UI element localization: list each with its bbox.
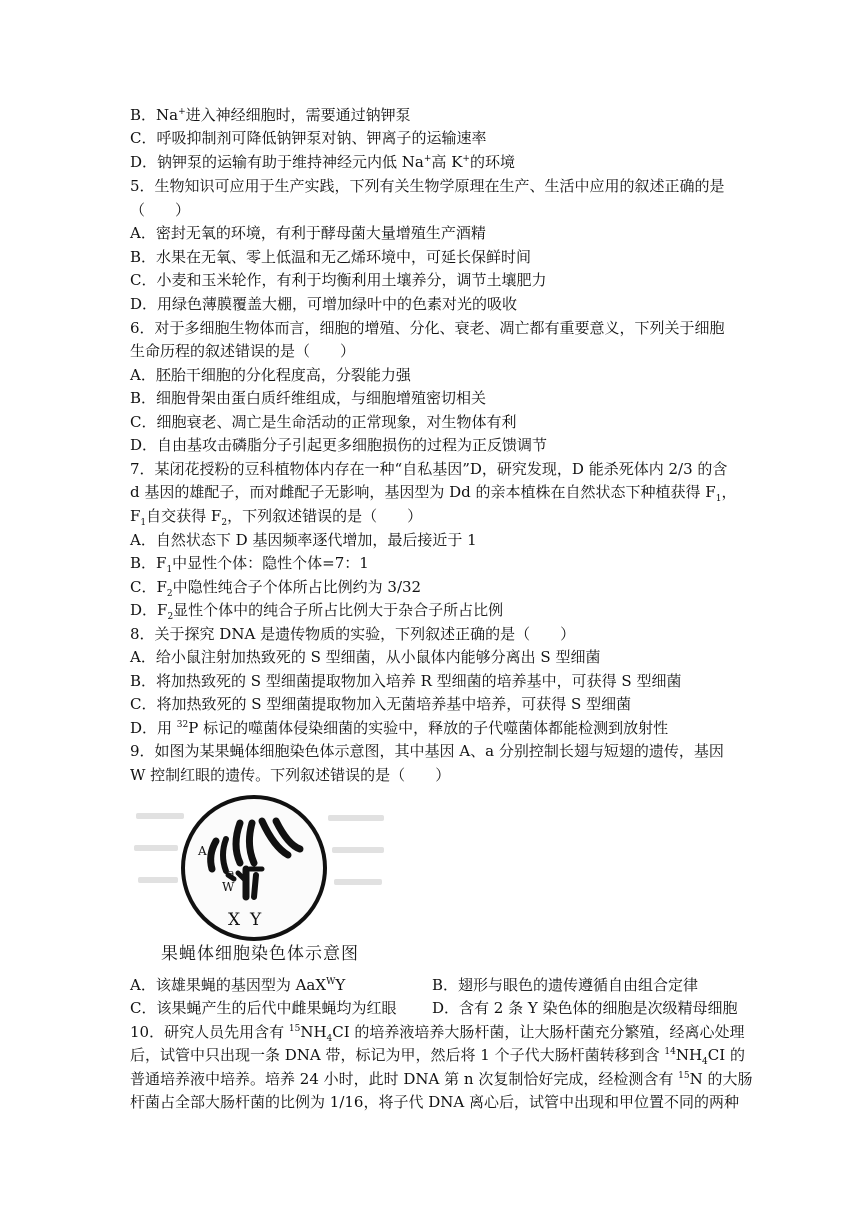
q9-stem-line2: W 控制红眼的遗传。下列叙述错误的是（ ） <box>130 766 451 784</box>
q5-stem-line2: （ ） <box>130 201 191 219</box>
q7-option-a: A．自然状态下 D 基因频率逐代增加，最后接近于 1 <box>130 531 477 549</box>
q8-stem: 8．关于探究 DNA 是遗传物质的实验，下列叙述正确的是（ ） <box>130 625 576 643</box>
chromosome-figure <box>128 793 390 973</box>
q10-stem-line2: 后，试管中只出现一条 DNA 带，标记为甲，然后将 1 个子代大肠杆菌转移到含 $^{14}NH_4CI$ 的 <box>130 1046 745 1067</box>
q5-option-a: A．密封无氧的环境，有利于酵母菌大量增殖生产酒精 <box>130 224 486 242</box>
gene-w-label: W <box>222 880 235 894</box>
x-chromosome-label: X <box>228 910 241 930</box>
y-chromosome-label: Y <box>250 910 262 930</box>
q5-stem-line1: 5．生物知识可应用于生产实践，下列有关生物学原理在生产、生活中应用的叙述正确的是 <box>130 177 725 195</box>
q9-option-c: C．该果蝇产生的后代中雌果蝇均为红眼 <box>130 999 397 1017</box>
q10-stem-line4: 杆菌占全部大肠杆菌的比例为 1/16，将子代 DNA 离心后，试管中出现和甲位置不同的两种 <box>130 1093 739 1111</box>
q9-option-a: A．该雄果蝇的基因型为 AaX$^W$Y <box>130 976 346 994</box>
gene-a-lower-label: a <box>228 867 235 880</box>
q6-option-c: C．细胞衰老、凋亡是生命活动的正常现象，对生物体有利 <box>130 413 517 431</box>
q7-option-d: D．$F_2$显性个体中的纯合子所占比例大于杂合子所占比例 <box>130 601 504 622</box>
q8-option-a: A．给小鼠注射加热致死的 S 型细菌，从小鼠体内能够分离出 S 型细菌 <box>130 648 601 666</box>
q9-option-b: B．翅形与眼色的遗传遵循自由组合定律 <box>432 976 699 994</box>
q8-option-c: C．将加热致死的 S 型细菌提取物加入无菌培养基中培养，可获得 S 型细菌 <box>130 695 632 713</box>
q7-option-b: B．$F_1$中显性个体：隐性个体=7：1 <box>130 554 369 575</box>
q6-option-d: D．自由基攻击磷脂分子引起更多细胞损伤的过程为正反馈调节 <box>130 436 548 454</box>
q6-stem-line1: 6．对于多细胞生物体而言，细胞的增殖、分化、衰老、凋亡都有重要意义，下列关于细胞 <box>130 319 725 337</box>
q4-option-b: B．Na+进入神经细胞时，需要通过钠钾泵 <box>130 106 411 124</box>
q8-option-d: D．用 $^{32}$P 标记的噬菌体侵染细菌的实验中，释放的子代噬菌体都能检测到放射性 <box>130 719 669 737</box>
q5-option-d: D．用绿色薄膜覆盖大棚，可增加绿叶中的色素对光的吸收 <box>130 295 518 313</box>
q7-stem-line2: d 基因的雄配子，而对雌配子无影响，基因型为 Dd 的亲本植株在自然状态下种植获得 $F_1$， <box>130 483 737 504</box>
q6-stem-line2: 生命历程的叙述错误的是（ ） <box>130 342 356 360</box>
q6-option-a: A．胚胎干细胞的分化程度高，分裂能力强 <box>130 366 411 384</box>
q7-option-c: C．$F_2$中隐性纯合子个体所占比例约为 3/32 <box>130 578 422 599</box>
q5-option-b: B．水果在无氧、零上低温和无乙烯环境中，可延长保鲜时间 <box>130 248 532 266</box>
q10-stem-line3: 普通培养液中培养。培养 24 小时，此时 DNA 第 n 次复制恰好完成，经检测含有 $^{15}$N 的大肠 <box>130 1070 753 1088</box>
q9-option-d: D．含有 2 条 Y 染色体的细胞是次级精母细胞 <box>432 999 738 1017</box>
q7-stem-line1: 7．某闭花授粉的豆科植物体内存在一种“自私基因”D，研究发现，D 能杀死体内 2/3 的含 <box>130 460 728 478</box>
q5-option-c: C．小麦和玉米轮作，有利于均衡利用土壤养分，调节土壤肥力 <box>130 271 547 289</box>
q4-option-c: C．呼吸抑制剂可降低钠钾泵对钠、钾离子的运输速率 <box>130 129 487 147</box>
q8-option-b: B．将加热致死的 S 型细菌提取物加入培养 R 型细菌的培养基中，可获得 S 型细菌 <box>130 672 682 690</box>
q4-option-d: D．钠钾泵的运输有助于维持神经元内低 Na+高 K+的环境 <box>130 153 515 171</box>
gene-a-upper-label: A <box>198 844 207 858</box>
q9-stem-line1: 9．如图为某果蝇体细胞染色体示意图，其中基因 A、a 分别控制长翅与短翅的遗传，基因 <box>130 742 724 760</box>
q6-option-b: B．细胞骨架由蛋白质纤维组成，与细胞增殖密切相关 <box>130 389 487 407</box>
figure-caption: 果蝇体细胞染色体示意图 <box>161 944 359 964</box>
q7-stem-line3: $F_1$自交获得 $F_2$，下列叙述错误的是（ ） <box>130 507 423 528</box>
q10-stem-line1: 10．研究人员先用含有 $^{15}NH_4CI$ 的培养液培养大肠杆菌，让大肠杆菌充分繁殖，经离心处理 <box>130 1023 745 1044</box>
